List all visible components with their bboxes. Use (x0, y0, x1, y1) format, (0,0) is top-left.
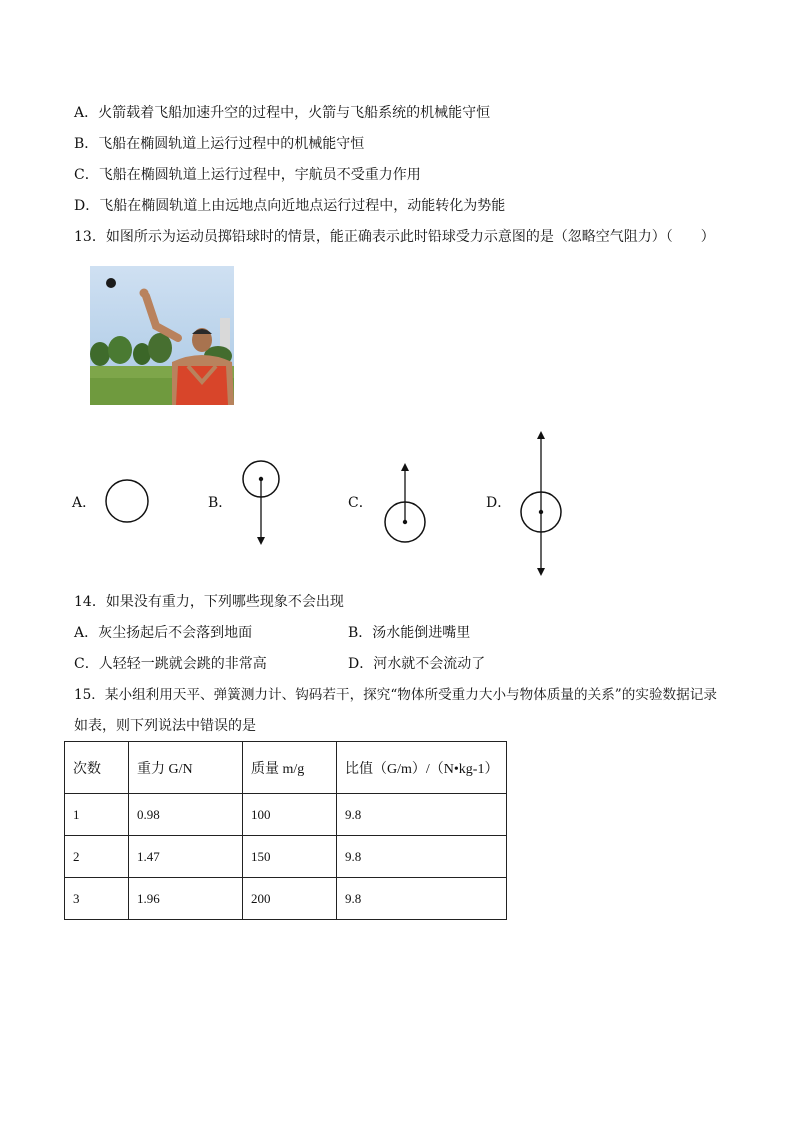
table-row (65, 794, 507, 836)
q13-label-d: D． (486, 495, 512, 511)
diagram-c-up-arrow-icon (401, 463, 409, 471)
table-header-cell: 质量 m/g (243, 742, 337, 794)
table-cell: 9.8 (337, 836, 507, 878)
table-cell: 1.96 (129, 878, 243, 920)
q13-label-a: A． (72, 495, 97, 511)
table-cell: 0.98 (129, 794, 243, 836)
table-cell: 1 (65, 794, 129, 836)
table-cell: 150 (243, 836, 337, 878)
table-row (65, 878, 507, 920)
table-header-cell: 比值（G/m）/（N•kg-1） (337, 742, 507, 794)
q12-option-d: D．飞船在椭圆轨道上由远地点向近地点运行过程中，动能转化为势能 (74, 198, 506, 214)
table-header-cell: 次数 (65, 742, 129, 794)
diagram-c (382, 460, 428, 544)
q15-stem-line1: 15．某小组利用天平、弹簧测力计、钩码若干，探究“物体所受重力大小与物体质量的关系”的实验数据记录 (74, 687, 717, 703)
diagram-b (238, 458, 284, 550)
q12-option-c: C．飞船在椭圆轨道上运行过程中，宇航员不受重力作用 (74, 167, 421, 183)
q14-option-a: A．灰尘扬起后不会落到地面 (74, 625, 253, 641)
diagram-a-ball (106, 480, 148, 522)
q14-option-b: B．汤水能倒进嘴里 (348, 625, 471, 641)
q14-option-d: D．河水就不会流动了 (348, 656, 486, 672)
table-cell: 9.8 (337, 878, 507, 920)
diagram-d-up-arrow-icon (537, 431, 545, 439)
diagram-d (518, 428, 564, 578)
table-header-row (65, 742, 507, 794)
q13-stem: 13．如图所示为运动员掷铅球时的情景，能正确表示此时铅球受力示意图的是（忽略空气阻力）（ ） (74, 229, 715, 245)
diagram-a (102, 478, 152, 526)
q12-option-a: A．火箭载着飞船加速升空的过程中，火箭与飞船系统的机械能守恒 (74, 105, 491, 121)
table-row (65, 836, 507, 878)
diagram-d-down-arrow-icon (537, 568, 545, 576)
table-cell: 2 (65, 836, 129, 878)
q13-label-b: B． (208, 495, 233, 511)
q12-option-b: B．飞船在椭圆轨道上运行过程中的机械能守恒 (74, 136, 365, 152)
q15-stem-line2: 如表，则下列说法中错误的是 (74, 718, 256, 734)
q14-stem: 14．如果没有重力，下列哪些现象不会出现 (74, 594, 344, 610)
table-cell: 200 (243, 878, 337, 920)
diagram-b-down-arrow-icon (257, 537, 265, 545)
diagram-d-center (539, 510, 543, 514)
diagram-c-center (403, 520, 407, 524)
table-header-cell: 重力 G/N (129, 742, 243, 794)
shot-put-photo (90, 266, 234, 405)
table-cell: 9.8 (337, 794, 507, 836)
q14-option-c: C．人轻轻一跳就会跳的非常高 (74, 656, 267, 672)
q13-label-c: C． (348, 495, 373, 511)
table-cell: 100 (243, 794, 337, 836)
table-cell: 1.47 (129, 836, 243, 878)
q15-data-table (64, 741, 507, 920)
table-cell: 3 (65, 878, 129, 920)
